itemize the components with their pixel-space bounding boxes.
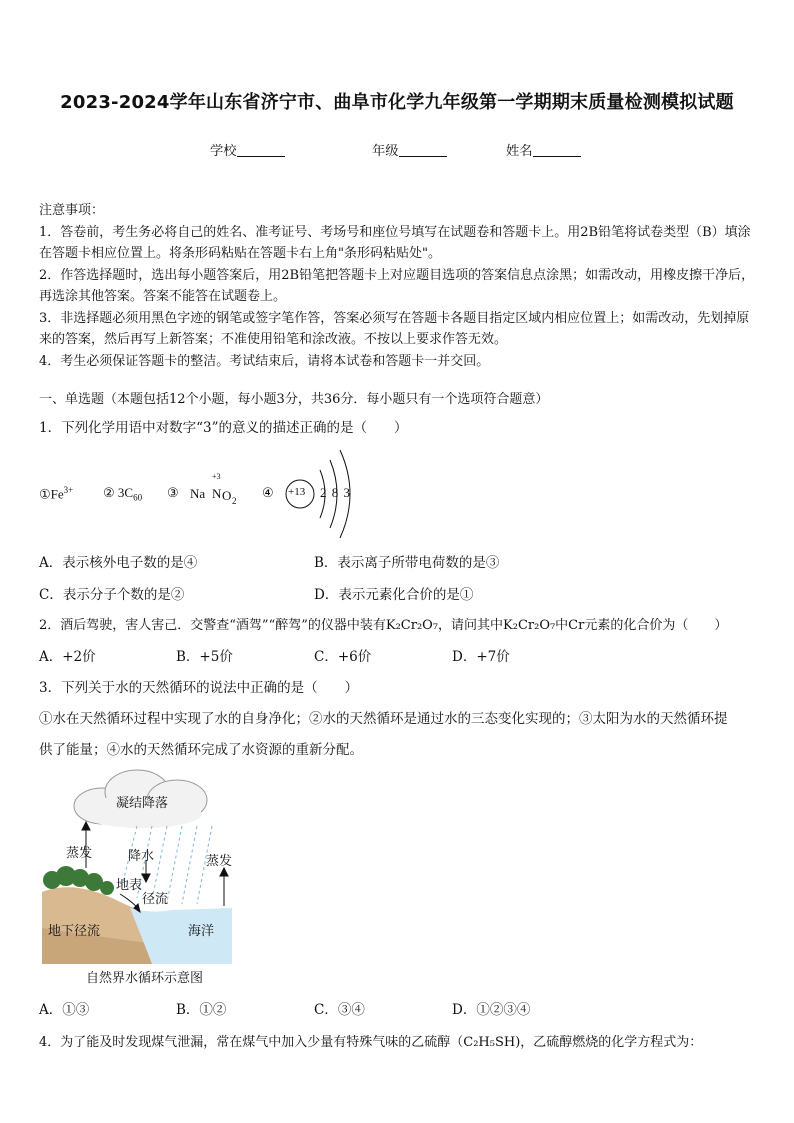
q1-f2: ② 3C xyxy=(103,485,134,500)
name-label: 姓名 xyxy=(506,144,533,159)
q1-option-a: A．表示核外电子数的是④ xyxy=(39,555,198,571)
school-field xyxy=(210,140,285,159)
page-title: 2023-2024学年山东省济宁市、曲阜市化学九年级第一学期期末质量检测模拟试题 xyxy=(60,92,734,113)
notice-item-4: 4．考生必须保证答题卡的整洁。考试结束后，请将本试卷和答题卡一并交回。 xyxy=(39,353,490,369)
diagram-label-evaporation-left: 蒸发 xyxy=(66,846,93,861)
q4-stem: 4．为了能及时发现煤气泄漏，常在煤气中加入少量有特殊气味的乙硫醇（C₂H₅SH)，乙硫醇燃烧的化学方程式为： xyxy=(39,1035,703,1050)
q1-f3-n: N xyxy=(212,486,222,501)
q3-stem: 3．下列关于水的天然循环的说法中正确的是（ ） xyxy=(39,680,359,696)
q3-option-d: D．①②③④ xyxy=(452,1002,531,1018)
q1-stem: 1．下列化学用语中对数字“3”的意义的描述正确的是（ ） xyxy=(39,420,408,436)
diagram-caption: 自然界水循环示意图 xyxy=(86,971,204,986)
q1-f3-o: O xyxy=(222,488,232,503)
electron-shells: 2 8 3 xyxy=(320,485,351,500)
q2-option-b: B．+5价 xyxy=(176,649,233,665)
q1-f3-sub: 2 xyxy=(232,496,237,506)
grade-label: 年级 xyxy=(372,144,399,159)
diagram-label-surface: 地表 xyxy=(116,878,143,893)
diagram-label-precipitation: 降水 xyxy=(128,849,155,864)
notice-item-2: 2．作答选择题时，选出每小题答案后，用2B铅笔把答题卡上对应题目选项的答案信息点涂黑；如需改动，用橡皮擦干净后，再选涂其他答案。答案不能答在试题卷上。 xyxy=(39,267,755,304)
q1-f1-sup: 3+ xyxy=(63,485,74,495)
q1-formula-1 xyxy=(39,485,73,502)
diagram-label-cloud: 凝结降落 xyxy=(116,796,169,811)
q1-f2-sub: 60 xyxy=(133,492,143,503)
name-field xyxy=(506,140,581,159)
q1-option-c: C．表示分子个数的是② xyxy=(39,587,185,603)
notice-item-1: 1．答卷前，考生务必将自己的姓名、准考证号、考场号和座位号填写在试题卷和答题卡上。用2B铅笔将试卷类型（B）填涂在答题卡相应位置上。将条形码粘贴在答题卡右上角"条形码粘贴处"。 xyxy=(39,224,751,261)
q1-f3-valence: +3 xyxy=(212,472,221,481)
diagram-label-ocean: 海洋 xyxy=(188,924,215,939)
notice-block xyxy=(39,200,761,372)
evaporation-right-arrow xyxy=(220,868,228,906)
school-blank xyxy=(237,144,285,157)
q1-f3-na: Na xyxy=(190,486,206,501)
q3-option-a: A．①③ xyxy=(39,1002,90,1018)
grade-field xyxy=(372,140,447,159)
school-label: 学校 xyxy=(210,144,237,159)
q2-option-a: A．+2价 xyxy=(39,649,96,665)
notice-item-3: 3．非选择题必须用黑色字迹的钢笔或签字笔作答，答案必须写在答题卡各题目指定区域内相应位置上；如需改动，先划掉原来的答案，然后再写上新答案；不准使用铅笔和涂改液。不按以上要求作答无效。 xyxy=(39,310,750,347)
q2-option-c: C．+6价 xyxy=(314,649,372,665)
q1-formula-3 xyxy=(190,472,260,512)
q2-option-d: D．+7价 xyxy=(452,649,510,665)
nucleus-charge: +13 xyxy=(288,486,306,498)
diagram-label-runoff: 径流 xyxy=(142,892,169,907)
q1-f1: ①Fe xyxy=(39,486,64,502)
diagram-label-evaporation-right: 蒸发 xyxy=(206,854,233,869)
q2-stem: 2．酒后驾驶，害人害己．交警查“酒驾”“醉驾”的仪器中装有K₂Cr₂O₇，请问其中K₂Cr₂O₇中Cr元素的化合价为（ ） xyxy=(39,618,728,633)
diagram-label-groundwater: 地下径流 xyxy=(48,924,101,939)
q3-body-line-2: 供了能量；④水的天然循环完成了水资源的重新分配。 xyxy=(39,742,363,758)
grade-blank xyxy=(399,144,447,157)
q3-body-line-1: ①水在天然循环过程中实现了水的自身净化；②水的天然循环是通过水的三态变化实现的；③太阳为水的天然循环提 xyxy=(39,711,728,727)
q3-option-c: C．③④ xyxy=(314,1002,365,1018)
section-heading: 一、单选题（本题包括12个小题，每小题3分，共36分．每小题只有一个选项符合题意） xyxy=(39,392,549,407)
q3-option-b: B．①② xyxy=(176,1002,227,1018)
q1-formula-4-num: ④ xyxy=(262,485,274,500)
q1-formula-3-num: ③ xyxy=(167,485,179,500)
name-blank xyxy=(533,144,581,157)
q1-option-d: D．表示元素化合价的是① xyxy=(314,587,474,603)
notice-heading: 注意事项： xyxy=(39,203,105,218)
q1-option-b: B．表示离子所带电荷数的是③ xyxy=(314,555,500,571)
q1-formula-2 xyxy=(103,485,142,503)
